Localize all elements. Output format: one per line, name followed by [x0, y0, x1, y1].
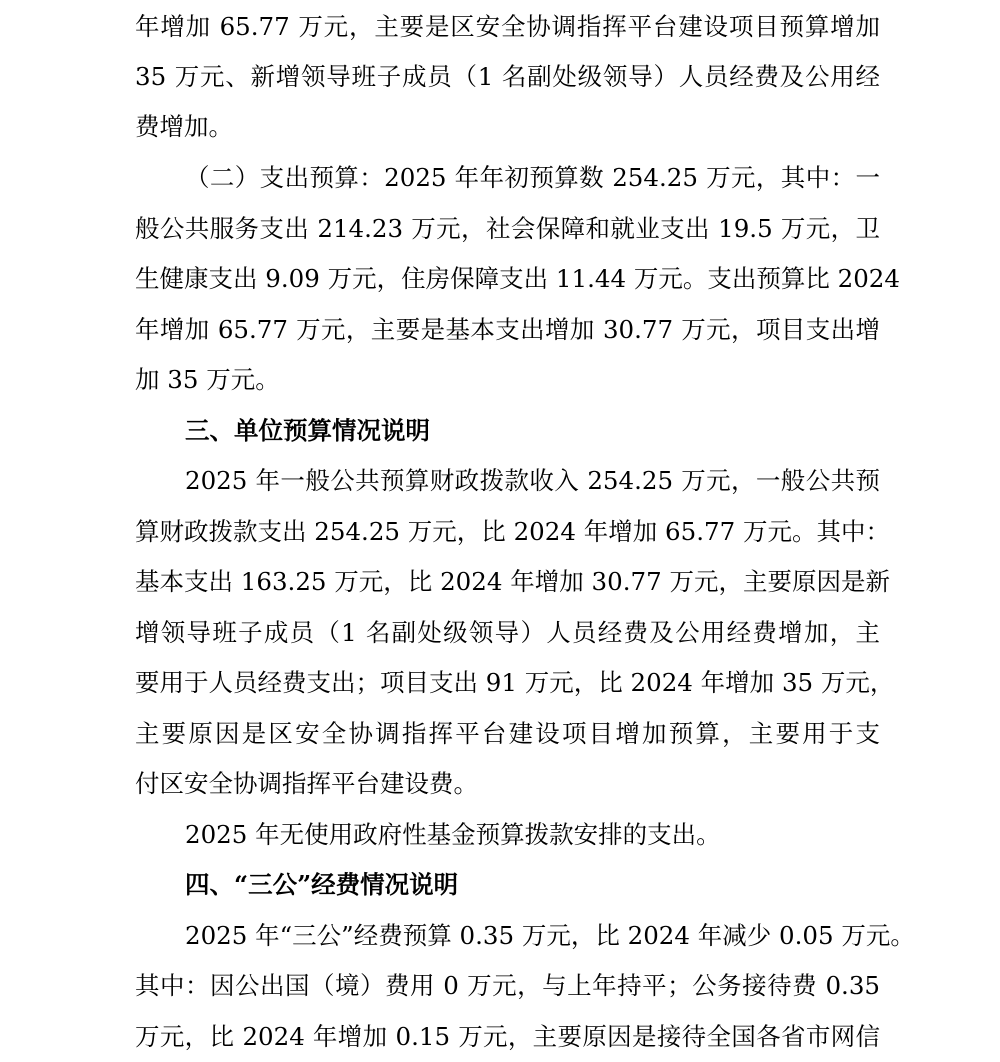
paragraph-line-government-fund: 2025 年无使用政府性基金预算拨款安排的支出。 [185, 820, 721, 849]
paragraph-line: 主要原因是区安全协调指挥平台建设项目增加预算，主要用于支 [135, 719, 880, 748]
paragraph-line: 要用于人员经费支出；项目支出 91 万元，比 2024 年增加 35 万元， [135, 668, 895, 697]
section-heading-unit-budget: 三、单位预算情况说明 [185, 416, 430, 445]
paragraph-line: 万元，比 2024 年增加 0.15 万元，主要原因是接待全国各省市网信 [135, 1022, 880, 1051]
paragraph-line: 年增加 65.77 万元，主要是基本支出增加 30.77 万元，项目支出增 [135, 315, 880, 344]
paragraph-line: 生健康支出 9.09 万元，住房保障支出 11.44 万元。支出预算比 2024 [135, 264, 900, 293]
paragraph-line: 增领导班子成员（1 名副处级领导）人员经费及公用经费增加，主 [135, 618, 880, 647]
paragraph-line: 2025 年一般公共预算财政拨款收入 254.25 万元，一般公共预 [185, 466, 880, 495]
paragraph-line: 般公共服务支出 214.23 万元，社会保障和就业支出 19.5 万元，卫 [135, 214, 880, 243]
paragraph-line-expenditure-budget: （二）支出预算：2025 年年初预算数 254.25 万元，其中：一 [185, 163, 880, 192]
paragraph-line: 其中：因公出国（境）费用 0 万元，与上年持平；公务接待费 0.35 [135, 971, 880, 1000]
paragraph-line: 35 万元、新增领导班子成员（1 名副处级领导）人员经费及公用经 [135, 62, 880, 91]
paragraph-line: 2025 年“三公”经费预算 0.35 万元，比 2024 年减少 0.05 万元。 [185, 921, 915, 950]
paragraph-line: 算财政拨款支出 254.25 万元，比 2024 年增加 65.77 万元。其中： [135, 517, 890, 546]
paragraph-line: 付区安全协调指挥平台建设费。 [135, 769, 478, 798]
paragraph-line: 年增加 65.77 万元，主要是区安全协调指挥平台建设项目预算增加 [135, 12, 880, 41]
paragraph-line: 费增加。 [135, 112, 233, 141]
paragraph-line: 加 35 万元。 [135, 365, 280, 394]
paragraph-line: 基本支出 163.25 万元，比 2024 年增加 30.77 万元，主要原因是新 [135, 567, 890, 596]
section-heading-three-public-expenses: 四、“三公”经费情况说明 [185, 870, 459, 899]
